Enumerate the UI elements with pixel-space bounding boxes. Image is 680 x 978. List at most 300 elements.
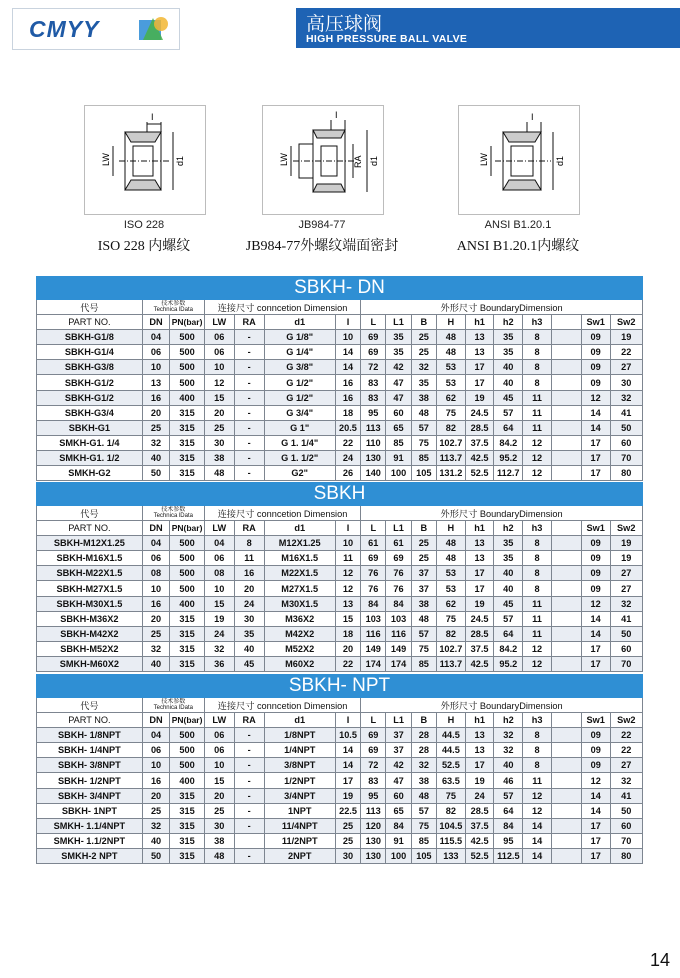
table-cell: 500 <box>170 360 204 375</box>
table-cell <box>551 773 581 788</box>
table-cell: 315 <box>170 848 204 863</box>
table-cell: 8 <box>234 536 264 551</box>
table-cell: 22 <box>335 435 360 450</box>
table-cell: 11 <box>523 626 552 641</box>
column-header: h3 <box>523 315 552 330</box>
table-cell: 3/4NPT <box>264 788 335 803</box>
page-title-cn: 高压球阀 <box>306 13 383 35</box>
part-number-cell: SBKH-G1/8 <box>37 330 143 345</box>
table-cell: 12 <box>204 375 234 390</box>
table-cell: 57 <box>494 611 523 626</box>
table-cell: 17 <box>581 848 610 863</box>
table-cell: 17 <box>581 435 610 450</box>
table-cell: 15 <box>335 611 360 626</box>
table-cell: 116 <box>361 626 386 641</box>
table-cell: 19 <box>465 390 494 405</box>
table-cell: 315 <box>170 626 204 641</box>
table-cell: - <box>234 758 264 773</box>
header-connection: 连接尺寸 conncetion Dimension <box>204 698 360 713</box>
table-cell: 14 <box>581 803 610 818</box>
table-cell: 113 <box>361 803 386 818</box>
column-header: Sw2 <box>610 521 643 536</box>
table-cell: 28 <box>411 728 436 743</box>
table-cell: 20 <box>204 405 234 420</box>
table-cell: 110 <box>361 435 386 450</box>
table-cell: 40 <box>494 375 523 390</box>
table-cell: 45 <box>234 656 264 671</box>
table-cell: 84 <box>386 596 411 611</box>
page-header <box>0 0 680 58</box>
part-number-cell: SBKH- 1NPT <box>37 803 143 818</box>
table-cell: 103 <box>386 611 411 626</box>
part-number-cell: SBKH- 1/4NPT <box>37 743 143 758</box>
table-cell: 11 <box>523 611 552 626</box>
table-cell: 3/8NPT <box>264 758 335 773</box>
table-cell: - <box>234 375 264 390</box>
label-I: I <box>531 112 534 122</box>
table-cell <box>551 450 581 465</box>
diagram-iso228 <box>84 105 206 215</box>
column-header: h2 <box>494 713 523 728</box>
table-row <box>37 758 643 773</box>
table-cell: 8 <box>523 345 552 360</box>
table-cell: 69 <box>361 345 386 360</box>
table-cell: 37 <box>386 728 411 743</box>
column-header: B <box>411 315 436 330</box>
table-cell: G 3/4" <box>264 405 335 420</box>
table-cell: 16 <box>142 773 170 788</box>
table-cell: M60X2 <box>264 656 335 671</box>
column-header: h2 <box>494 521 523 536</box>
column-header: h1 <box>465 713 494 728</box>
logo <box>12 8 180 50</box>
table-cell: 15 <box>204 773 234 788</box>
table-cell: - <box>234 803 264 818</box>
table-cell: 09 <box>581 375 610 390</box>
table-cell: 19 <box>335 788 360 803</box>
table-cell: 13 <box>335 596 360 611</box>
table-cell: M22X1.5 <box>264 566 335 581</box>
table-cell <box>551 405 581 420</box>
table-cell: 500 <box>170 551 204 566</box>
table-cell: 57 <box>494 788 523 803</box>
table-row <box>37 375 643 390</box>
part-number-cell: SBKH- 1/2NPT <box>37 773 143 788</box>
table-cell: 30 <box>234 611 264 626</box>
table-cell: 70 <box>610 450 643 465</box>
table-cell: 50 <box>142 466 170 481</box>
table-cell: 50 <box>610 626 643 641</box>
table-cell <box>234 833 264 848</box>
table-cell: 8 <box>523 551 552 566</box>
table-cell: - <box>234 345 264 360</box>
table-cell: 69 <box>361 728 386 743</box>
table-cell: 40 <box>494 360 523 375</box>
table-cell <box>551 390 581 405</box>
table-cell: 17 <box>465 758 494 773</box>
table-cell: 09 <box>581 551 610 566</box>
table-cell: 315 <box>170 788 204 803</box>
table-cell: 36 <box>204 656 234 671</box>
table-cell: 24 <box>234 596 264 611</box>
table-cell: 17 <box>581 641 610 656</box>
table-cell: 12 <box>523 788 552 803</box>
table-cell: 16 <box>335 390 360 405</box>
table-cell <box>551 758 581 773</box>
table-cell: 60 <box>386 405 411 420</box>
table-cell: 12 <box>523 466 552 481</box>
header-tech-en: Technica lData <box>153 705 193 712</box>
table-cell <box>551 330 581 345</box>
column-header: PN(bar) <box>170 713 204 728</box>
table-cell: 103 <box>361 611 386 626</box>
table-cell: G 1/4" <box>264 345 335 360</box>
table-cell: 09 <box>581 345 610 360</box>
column-header: I <box>335 521 360 536</box>
column-header: DN <box>142 521 170 536</box>
table-cell: 19 <box>204 611 234 626</box>
part-number-cell: SBKH-M22X1.5 <box>37 566 143 581</box>
table-cell <box>551 728 581 743</box>
table-cell: 12 <box>523 435 552 450</box>
table-cell: 12 <box>581 390 610 405</box>
table-cell: 10 <box>142 360 170 375</box>
table-cell: 14 <box>335 360 360 375</box>
table-cell: 113.7 <box>436 450 465 465</box>
page-number: 14 <box>650 950 671 970</box>
label-RA: RA <box>353 155 363 168</box>
column-header: h1 <box>465 521 494 536</box>
table-cell: 61 <box>361 536 386 551</box>
table-row <box>37 581 643 596</box>
column-header: I <box>335 315 360 330</box>
table-cell: 315 <box>170 466 204 481</box>
column-header: Sw1 <box>581 521 610 536</box>
ansi-drawing <box>459 106 579 214</box>
table-row <box>37 773 643 788</box>
table-cell: 50 <box>142 848 170 863</box>
table-cell: 20.5 <box>335 420 360 435</box>
part-number-cell: SBKH-M16X1.5 <box>37 551 143 566</box>
table-cell: 11 <box>234 551 264 566</box>
table-cell: 06 <box>204 743 234 758</box>
table-cell: 8 <box>523 360 552 375</box>
table-cell: 35 <box>494 345 523 360</box>
table-cell: 24 <box>465 788 494 803</box>
table-cell: 25 <box>204 420 234 435</box>
table-cell: 12 <box>581 596 610 611</box>
column-header: d1 <box>264 713 335 728</box>
table-row <box>37 390 643 405</box>
table-cell: 17 <box>465 566 494 581</box>
table-cell: 62 <box>436 390 465 405</box>
table-cell: - <box>234 390 264 405</box>
table-cell: 28 <box>411 743 436 758</box>
table-cell: 37 <box>411 581 436 596</box>
table-cell: 35 <box>386 330 411 345</box>
header-boundary: 外形尺寸 BoundaryDimension <box>361 300 643 315</box>
section-title: SBKH- DN <box>37 277 643 300</box>
table-row <box>37 360 643 375</box>
table-cell: 95 <box>361 405 386 420</box>
table-cell: 174 <box>386 656 411 671</box>
table-cell: 47 <box>386 773 411 788</box>
table-cell: 25 <box>411 536 436 551</box>
table-cell: 11 <box>523 390 552 405</box>
table-cell: G 1/2" <box>264 375 335 390</box>
part-number-cell: SMKH-M60X2 <box>37 656 143 671</box>
table-cell: 35 <box>494 551 523 566</box>
table-cell: 32 <box>204 641 234 656</box>
table-cell: 8 <box>523 728 552 743</box>
table-cell: G 3/8" <box>264 360 335 375</box>
table-cell: 17 <box>581 818 610 833</box>
table-cell: 57 <box>494 405 523 420</box>
table-cell: 47 <box>386 375 411 390</box>
table-cell: 60 <box>386 788 411 803</box>
column-header: RA <box>234 713 264 728</box>
table-cell: 400 <box>170 390 204 405</box>
table-cell: 315 <box>170 656 204 671</box>
table-cell <box>551 788 581 803</box>
table-cell: 32 <box>610 390 643 405</box>
table-cell: 75 <box>411 818 436 833</box>
table-cell: 102.7 <box>436 435 465 450</box>
part-number-cell: SBKH-G1 <box>37 420 143 435</box>
table-cell: 25 <box>142 803 170 818</box>
column-header: d1 <box>264 315 335 330</box>
table-cell: 95.2 <box>494 656 523 671</box>
column-header: L1 <box>386 315 411 330</box>
table-cell: 09 <box>581 581 610 596</box>
part-number-cell: SBKH-M36X2 <box>37 611 143 626</box>
table-cell: 16 <box>142 390 170 405</box>
table-cell: M52X2 <box>264 641 335 656</box>
table-cell: 8 <box>523 743 552 758</box>
table-cell: 12 <box>581 773 610 788</box>
table-cell: 53 <box>436 566 465 581</box>
table-cell: G 1" <box>264 420 335 435</box>
table-cell: 19 <box>610 536 643 551</box>
table-cell: 24 <box>204 626 234 641</box>
table-cell: 25 <box>204 803 234 818</box>
table-cell: - <box>234 435 264 450</box>
table-cell: 149 <box>361 641 386 656</box>
table-cell: 14 <box>581 405 610 420</box>
table-cell: 10.5 <box>335 728 360 743</box>
spec-table-0 <box>36 276 643 481</box>
table-cell: 50 <box>610 420 643 435</box>
table-cell <box>551 375 581 390</box>
table-cell: 70 <box>610 833 642 848</box>
table-row <box>37 641 643 656</box>
table-cell: M16X1.5 <box>264 551 335 566</box>
table-cell: 105 <box>411 466 436 481</box>
table-cell: 315 <box>170 405 204 420</box>
column-header: H <box>436 315 465 330</box>
table-row <box>37 345 643 360</box>
table-cell: 44.5 <box>437 743 466 758</box>
table-cell: 8 <box>523 581 552 596</box>
table-cell: 500 <box>170 566 204 581</box>
table-cell <box>551 641 581 656</box>
table-cell: 27 <box>610 566 643 581</box>
column-header: LW <box>204 315 234 330</box>
table-row <box>37 803 643 818</box>
table-cell: - <box>234 848 264 863</box>
table-row <box>37 566 643 581</box>
table-cell: 80 <box>610 848 642 863</box>
table-cell: 09 <box>581 536 610 551</box>
table-cell: 04 <box>142 536 170 551</box>
header-tech-cn: 技术参数 <box>161 507 186 514</box>
part-number-cell: SMKH-G1. 1/4 <box>37 435 143 450</box>
table-cell: 315 <box>170 450 204 465</box>
table-row <box>37 656 643 671</box>
column-header: L <box>361 315 386 330</box>
table-cell: 40 <box>142 833 170 848</box>
table-cell: 16 <box>335 375 360 390</box>
column-header: h3 <box>523 521 552 536</box>
table-cell <box>551 626 581 641</box>
table-cell: 40 <box>234 641 264 656</box>
table-cell: 85 <box>411 450 436 465</box>
table-cell: 22 <box>610 345 643 360</box>
table-cell: 130 <box>361 848 386 863</box>
table-cell: 53 <box>436 360 465 375</box>
table-cell: 8 <box>523 330 552 345</box>
table-cell: 32 <box>411 758 436 773</box>
table-cell: 500 <box>170 581 204 596</box>
table-cell: 130 <box>361 450 386 465</box>
table-cell: - <box>234 466 264 481</box>
table-cell <box>551 420 581 435</box>
table-cell: 84 <box>361 596 386 611</box>
table-cell: 82 <box>436 420 465 435</box>
table-row <box>37 788 643 803</box>
table-cell: 100 <box>386 848 411 863</box>
table-cell: 91 <box>386 450 411 465</box>
header-boundary: 外形尺寸 BoundaryDimension <box>361 698 643 713</box>
table-cell: 32 <box>494 728 523 743</box>
table-cell: 42.5 <box>465 656 494 671</box>
table-cell <box>551 566 581 581</box>
table-cell: 32 <box>610 773 642 788</box>
table-cell: 8 <box>523 758 552 773</box>
table-cell: 42.5 <box>465 450 494 465</box>
table-cell: 08 <box>204 566 234 581</box>
table-cell: 1/2NPT <box>264 773 335 788</box>
part-number-cell: SBKH- 3/4NPT <box>37 788 143 803</box>
table-cell: 25 <box>411 330 436 345</box>
table-cell: 27 <box>610 360 643 375</box>
column-header: Sw1 <box>581 315 610 330</box>
table-cell: 40 <box>494 758 523 773</box>
table-cell: 25 <box>411 551 436 566</box>
table-cell: 133 <box>437 848 466 863</box>
column-header: h2 <box>494 315 523 330</box>
table-cell: 11 <box>523 773 552 788</box>
table-cell: 500 <box>170 743 204 758</box>
table-cell <box>551 435 581 450</box>
table-cell <box>551 848 581 863</box>
header-boundary: 外形尺寸 BoundaryDimension <box>361 506 643 521</box>
table-cell: 06 <box>204 551 234 566</box>
table-cell: 76 <box>361 566 386 581</box>
table-cell: 48 <box>204 848 234 863</box>
table-cell: - <box>234 788 264 803</box>
table-cell: 500 <box>170 345 204 360</box>
label-LW: LW <box>101 153 111 166</box>
label-d1: d1 <box>369 155 379 166</box>
column-header <box>551 713 581 728</box>
table-cell: 30 <box>204 435 234 450</box>
table-cell: 20 <box>142 788 170 803</box>
table-cell: 17 <box>335 773 360 788</box>
table-cell: 140 <box>361 466 386 481</box>
table-cell: 04 <box>142 728 170 743</box>
table-cell: 315 <box>170 641 204 656</box>
table-cell: 06 <box>142 345 170 360</box>
table-cell: 11/2NPT <box>264 833 335 848</box>
table-cell: 42.5 <box>465 833 494 848</box>
table-cell: 53 <box>436 375 465 390</box>
table-cell: 09 <box>581 330 610 345</box>
table-cell: 112.5 <box>494 848 523 863</box>
table-cell: 48 <box>436 345 465 360</box>
table-cell: 46 <box>494 773 523 788</box>
table-cell: 57 <box>411 803 436 818</box>
table-cell: 17 <box>465 375 494 390</box>
label-d1: d1 <box>555 155 565 166</box>
table-cell: 26 <box>335 466 360 481</box>
table-cell: 11 <box>523 405 552 420</box>
table-cell: 400 <box>170 596 204 611</box>
column-header: B <box>411 521 436 536</box>
table-cell: 64 <box>494 420 523 435</box>
table-cell: 315 <box>170 420 204 435</box>
table-cell: 63.5 <box>437 773 466 788</box>
table-cell: 17 <box>581 450 610 465</box>
table-cell: 14 <box>335 743 360 758</box>
column-header: Sw2 <box>610 713 642 728</box>
table-cell: M30X1.5 <box>264 596 335 611</box>
table-cell: 22 <box>335 656 360 671</box>
table-cell: 41 <box>610 611 643 626</box>
table-cell: 09 <box>581 743 610 758</box>
table-cell: 10 <box>142 758 170 773</box>
section-title: SBKH- NPT <box>37 675 643 698</box>
table-cell: 35 <box>234 626 264 641</box>
table-cell: - <box>234 450 264 465</box>
table-cell: 315 <box>170 833 204 848</box>
table-cell: 500 <box>170 375 204 390</box>
table-cell: 60 <box>610 435 643 450</box>
table-row <box>37 596 643 611</box>
jb984-drawing <box>263 106 383 214</box>
table-cell: 112.7 <box>494 466 523 481</box>
diagram-caption-jb984: JB984-77外螺纹端面密封 <box>245 239 399 254</box>
table-cell: 84.2 <box>494 641 523 656</box>
table-cell: 13 <box>465 551 494 566</box>
table-cell: 12 <box>523 803 552 818</box>
column-header: LW <box>204 521 234 536</box>
diagram-code-jb984: JB984-77 <box>298 219 346 231</box>
table-cell: 32 <box>610 596 643 611</box>
diagram-code-iso228: ISO 228 <box>123 219 165 231</box>
table-cell: 10 <box>335 536 360 551</box>
table-cell: 65 <box>386 420 411 435</box>
